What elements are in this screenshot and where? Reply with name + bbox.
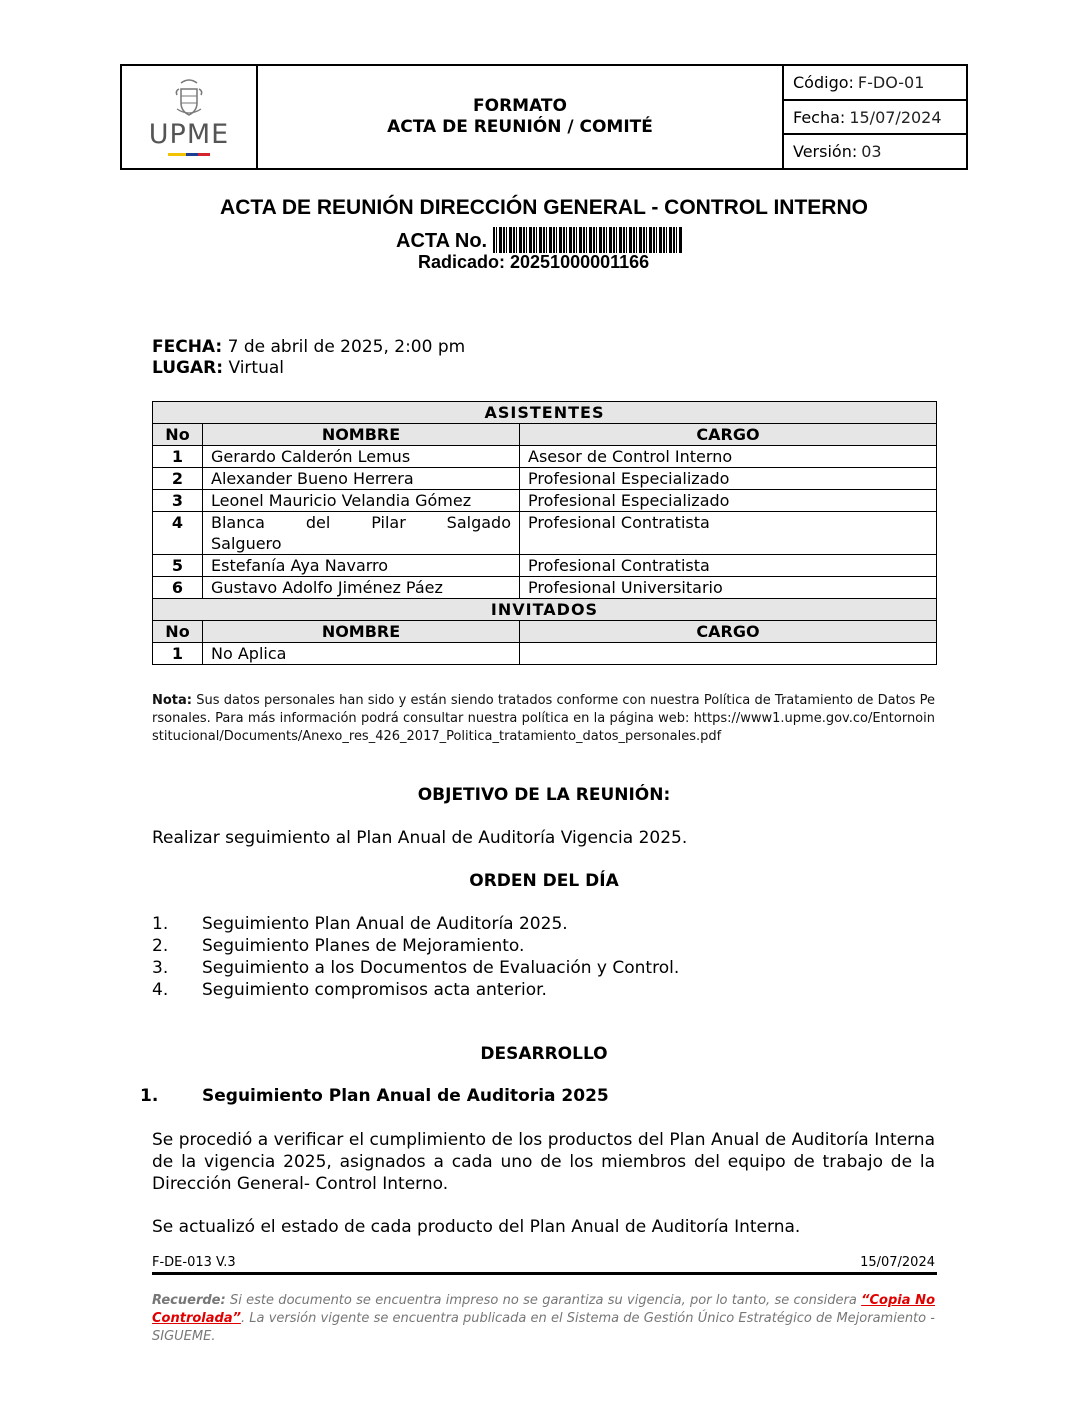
format-title-line1: FORMATO — [473, 96, 567, 116]
fecha-label: Fecha: — [793, 107, 846, 127]
footer-code: F-DE-013 V.3 — [152, 1255, 236, 1270]
footer-divider — [152, 1272, 937, 1275]
attendees-table — [152, 401, 937, 665]
table-row: 3 Leonel Mauricio Velandia Gómez Profesional Especializado — [153, 490, 937, 512]
version-row — [784, 135, 966, 168]
invitados-heading: INVITADOS — [153, 599, 937, 621]
objetivo-heading: OBJETIVO DE LA REUNIÓN: — [417, 785, 671, 805]
fecha-row — [784, 101, 966, 136]
table-row: 1 No Aplica — [153, 643, 937, 665]
list-item: 2. Seguimiento Planes de Mejoramiento. — [152, 936, 525, 956]
desarrollo-paragraph-1: Se procedió a verificar el cumplimiento de los productos del Plan Anual de Auditoría Interna de la vigencia 2025, asignados a cada uno de los miembros del equipo de trabajo de la Dirección General- Control Interno. — [152, 1130, 935, 1194]
coat-of-arms-icon — [171, 79, 207, 119]
codigo-row — [784, 66, 966, 101]
list-item: 4. Seguimiento compromisos acta anterior. — [152, 980, 547, 1000]
col-nombre: NOMBRE — [203, 424, 520, 446]
inv-col-cargo: CARGO — [520, 621, 937, 643]
logo-cell — [122, 66, 258, 168]
lugar-line — [152, 358, 284, 378]
col-no: No — [153, 424, 203, 446]
fecha-line-label: FECHA: — [152, 337, 223, 357]
objetivo-text: Realizar seguimiento al Plan Anual de Auditoría Vigencia 2025. — [152, 828, 688, 848]
agenda-list — [152, 913, 679, 1001]
codigo-label: Código: — [793, 72, 854, 92]
logo-text: UPME — [148, 118, 230, 150]
nota-label: Nota: — [152, 693, 192, 708]
codigo-value: F-DO-01 — [857, 72, 925, 92]
col-cargo: CARGO — [520, 424, 937, 446]
list-item: 1. Seguimiento Plan Anual de Auditoría 2025. — [152, 914, 568, 934]
acta-number — [396, 227, 683, 253]
name-cell-multiline: Blanca del Pilar Salgado Salguero — [203, 512, 520, 555]
recuerde-notice: Recuerde: Si este documento se encuentra impreso no se garantiza su vigencia, por lo tanto, se considera “Copia No Controlada”. La versión vigente se encuentra publicada en el Sistema de Gestión Único Estratégico de Mejoramiento - SIGUEME. — [152, 1293, 935, 1344]
barcode — [493, 227, 683, 253]
desarrollo-paragraph-2: Se actualizó el estado de cada producto del Plan Anual de Auditoría Interna. — [152, 1217, 801, 1237]
fecha-line — [152, 337, 465, 357]
radicado: Radicado: 20251000001166 — [418, 252, 650, 272]
recuerde-label: Recuerde: — [152, 1293, 226, 1308]
nota-text: Sus datos personales han sido y están siendo tratados conforme con nuestra Política de Tratamiento de Datos Personales. Para más información podrá consultar nuestra política en la página web: https://www1.upme.gov.co/Entornoinstitucional/Documents/Anexo_res_426_2017_Politica_tratamiento_datos_personales.pdf — [152, 693, 935, 744]
format-meta — [784, 66, 966, 168]
document-title: ACTA DE REUNIÓN DIRECCIÓN GENERAL - CONTROL INTERNO — [220, 196, 868, 219]
format-title-line2: ACTA DE REUNIÓN / COMITÉ — [387, 117, 653, 137]
section-1-heading: 1. Seguimiento Plan Anual de Auditoria 2025 — [140, 1086, 609, 1106]
format-title — [258, 66, 784, 168]
table-row: 5 Estefanía Aya Navarro Profesional Contratista — [153, 555, 937, 577]
footer-date: 15/07/2024 — [860, 1255, 935, 1270]
desarrollo-heading: DESARROLLO — [480, 1044, 608, 1064]
logo-flag — [168, 153, 210, 156]
fecha-value: 15/07/2024 — [849, 107, 942, 127]
inv-col-no: No — [153, 621, 203, 643]
copia-no-controlada: “Copia No Controlada” — [152, 1293, 935, 1326]
document-header — [120, 64, 968, 170]
fecha-line-value: 7 de abril de 2025, 2:00 pm — [227, 337, 466, 357]
table-row: 2 Alexander Bueno Herrera Profesional Especializado — [153, 468, 937, 490]
list-item: 3. Seguimiento a los Documentos de Evaluación y Control. — [152, 958, 680, 978]
orden-heading: ORDEN DEL DÍA — [469, 871, 619, 891]
acta-label: ACTA No. — [396, 230, 488, 252]
inv-col-nombre: NOMBRE — [203, 621, 520, 643]
table-row: 4 Blanca del Pilar Salgado Salguero Profesional Contratista — [153, 512, 937, 555]
table-row: 6 Gustavo Adolfo Jiménez Páez Profesional Universitario — [153, 577, 937, 599]
asistentes-heading: ASISTENTES — [153, 402, 937, 424]
privacy-note — [152, 692, 935, 746]
version-label: Versión: — [793, 142, 858, 162]
lugar-line-label: LUGAR: — [152, 358, 224, 378]
table-row: 1 Gerardo Calderón Lemus Asesor de Control Interno — [153, 446, 937, 468]
lugar-line-value: Virtual — [228, 358, 284, 378]
version-value: 03 — [861, 142, 882, 162]
